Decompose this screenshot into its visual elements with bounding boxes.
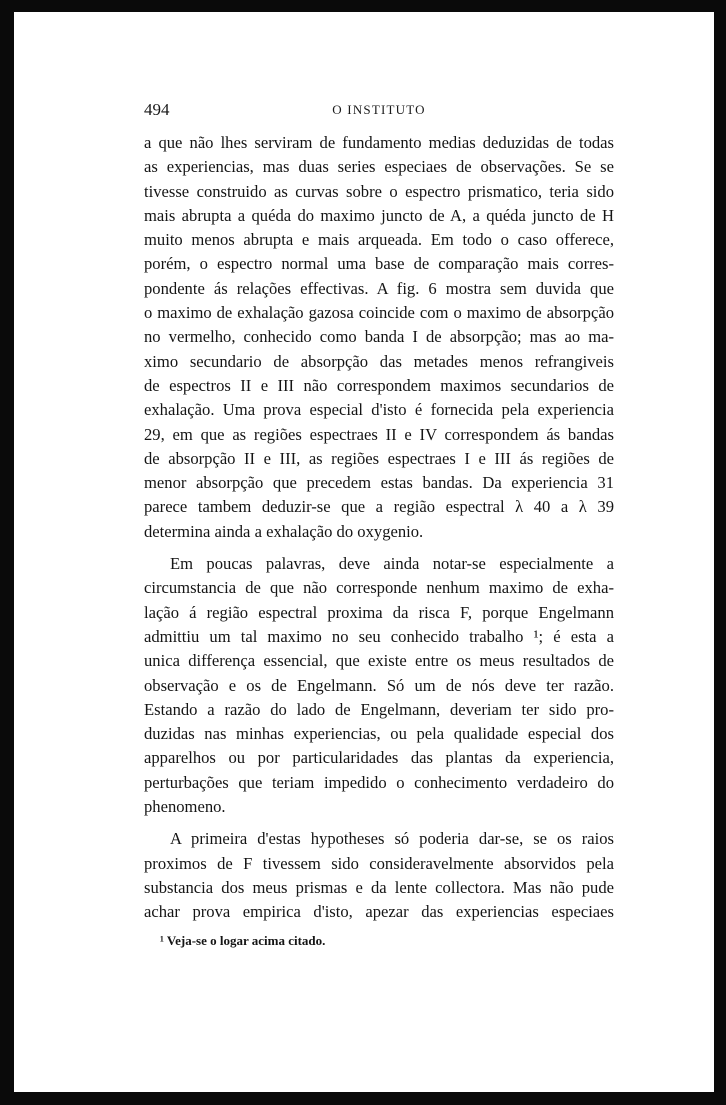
paragraph-1 xyxy=(144,131,614,544)
text-line: exhalação. Uma prova especial d'isto é fornecida pela experiencia xyxy=(144,400,614,420)
text-line: unica differença essencial, que existe entre os meus resultados de xyxy=(144,651,614,671)
text-line: mais abrupta a quéda do maximo juncto de A, a quéda juncto de H xyxy=(144,205,614,225)
text-line: determina ainda a exhalação do oxygenio. xyxy=(144,521,424,541)
text-line: Estando a razão do lado de Engelmann, deveriam ter sido pro- xyxy=(144,699,614,719)
text-line: no vermelho, conhecido como banda I de absorpção; mas ao ma- xyxy=(144,327,614,347)
text-line: substancia dos meus prismas e da lente collectora. Mas não pude xyxy=(144,877,614,897)
paragraph-2 xyxy=(144,552,614,819)
page-header xyxy=(144,100,614,122)
text-line: tivesse construido as curvas sobre o espectro prismatico, teria sido xyxy=(144,181,614,201)
text-line: lação á região espectral proxima da risca F, porque Engelmann xyxy=(144,602,614,622)
text-line: a que não lhes serviram de fundamento medias deduzidas de todas xyxy=(144,133,614,152)
text-line: proximos de F tivessem sido consideravelmente absorvidos pela xyxy=(144,853,614,873)
text-line: o maximo de exhalação gazosa coincide com o maximo de absorpção xyxy=(144,303,614,323)
page-number: 494 xyxy=(144,100,170,119)
running-head: O INSTITUTO xyxy=(332,102,426,117)
text-line: Em poucas palavras, deve ainda notar-se especialmente a xyxy=(170,554,614,574)
footnote: ¹ Veja-se o logar acima citado. xyxy=(160,933,326,948)
text-line: pondente ás relações effectivas. A fig. 6 mostra sem duvida que xyxy=(144,278,614,298)
text-line: duzidas nas minhas experiencias, ou pela qualidade especial dos xyxy=(144,724,614,744)
text-line: achar prova empirica d'isto, apezar das experiencias especiaes xyxy=(144,902,614,922)
text-line: phenomeno. xyxy=(144,797,226,817)
paragraph-gap xyxy=(144,819,614,827)
paragraph-gap xyxy=(144,544,614,552)
text-line: menor absorpção que precedem estas bandas. Da experiencia 31 xyxy=(144,473,614,493)
body-text xyxy=(144,131,614,925)
text-line: ximo secundario de absorpção das metades menos refrangiveis xyxy=(144,351,614,371)
text-line: A primeira d'estas hypotheses só poderia dar-se, se os raios xyxy=(170,829,614,849)
text-line: porém, o espectro normal uma base de comparação mais corres- xyxy=(144,254,614,274)
text-line: parece tambem deduzir-se que a região espectral λ 40 a λ 39 xyxy=(144,497,614,517)
text-line: perturbações que teriam impedido o conhecimento verdadeiro do xyxy=(144,772,614,792)
text-line: de espectros II e III não correspondem maximos secundarios de xyxy=(144,375,614,395)
text-line: circumstancia de que não corresponde nenhum maximo de exha- xyxy=(144,578,614,598)
text-line: admittiu um tal maximo no seu conhecido trabalho ¹; é esta a xyxy=(144,626,614,646)
text-line: 29, em que as regiões espectraes II e IV correspondem ás bandas xyxy=(144,424,614,444)
text-line: observação e os de Engelmann. Só um de nós deve ter razão. xyxy=(144,675,614,695)
text-line: muito menos abrupta e mais arqueada. Em todo o caso offerece, xyxy=(144,230,614,250)
text-line: de absorpção II e III, as regiões espectraes I e III ás regiões de xyxy=(144,448,614,468)
text-line: as experiencias, mas duas series especiaes de observações. Se se xyxy=(144,157,614,177)
paragraph-3 xyxy=(144,827,614,924)
text-line: apparelhos ou por particularidades das plantas da experiencia, xyxy=(144,748,614,768)
